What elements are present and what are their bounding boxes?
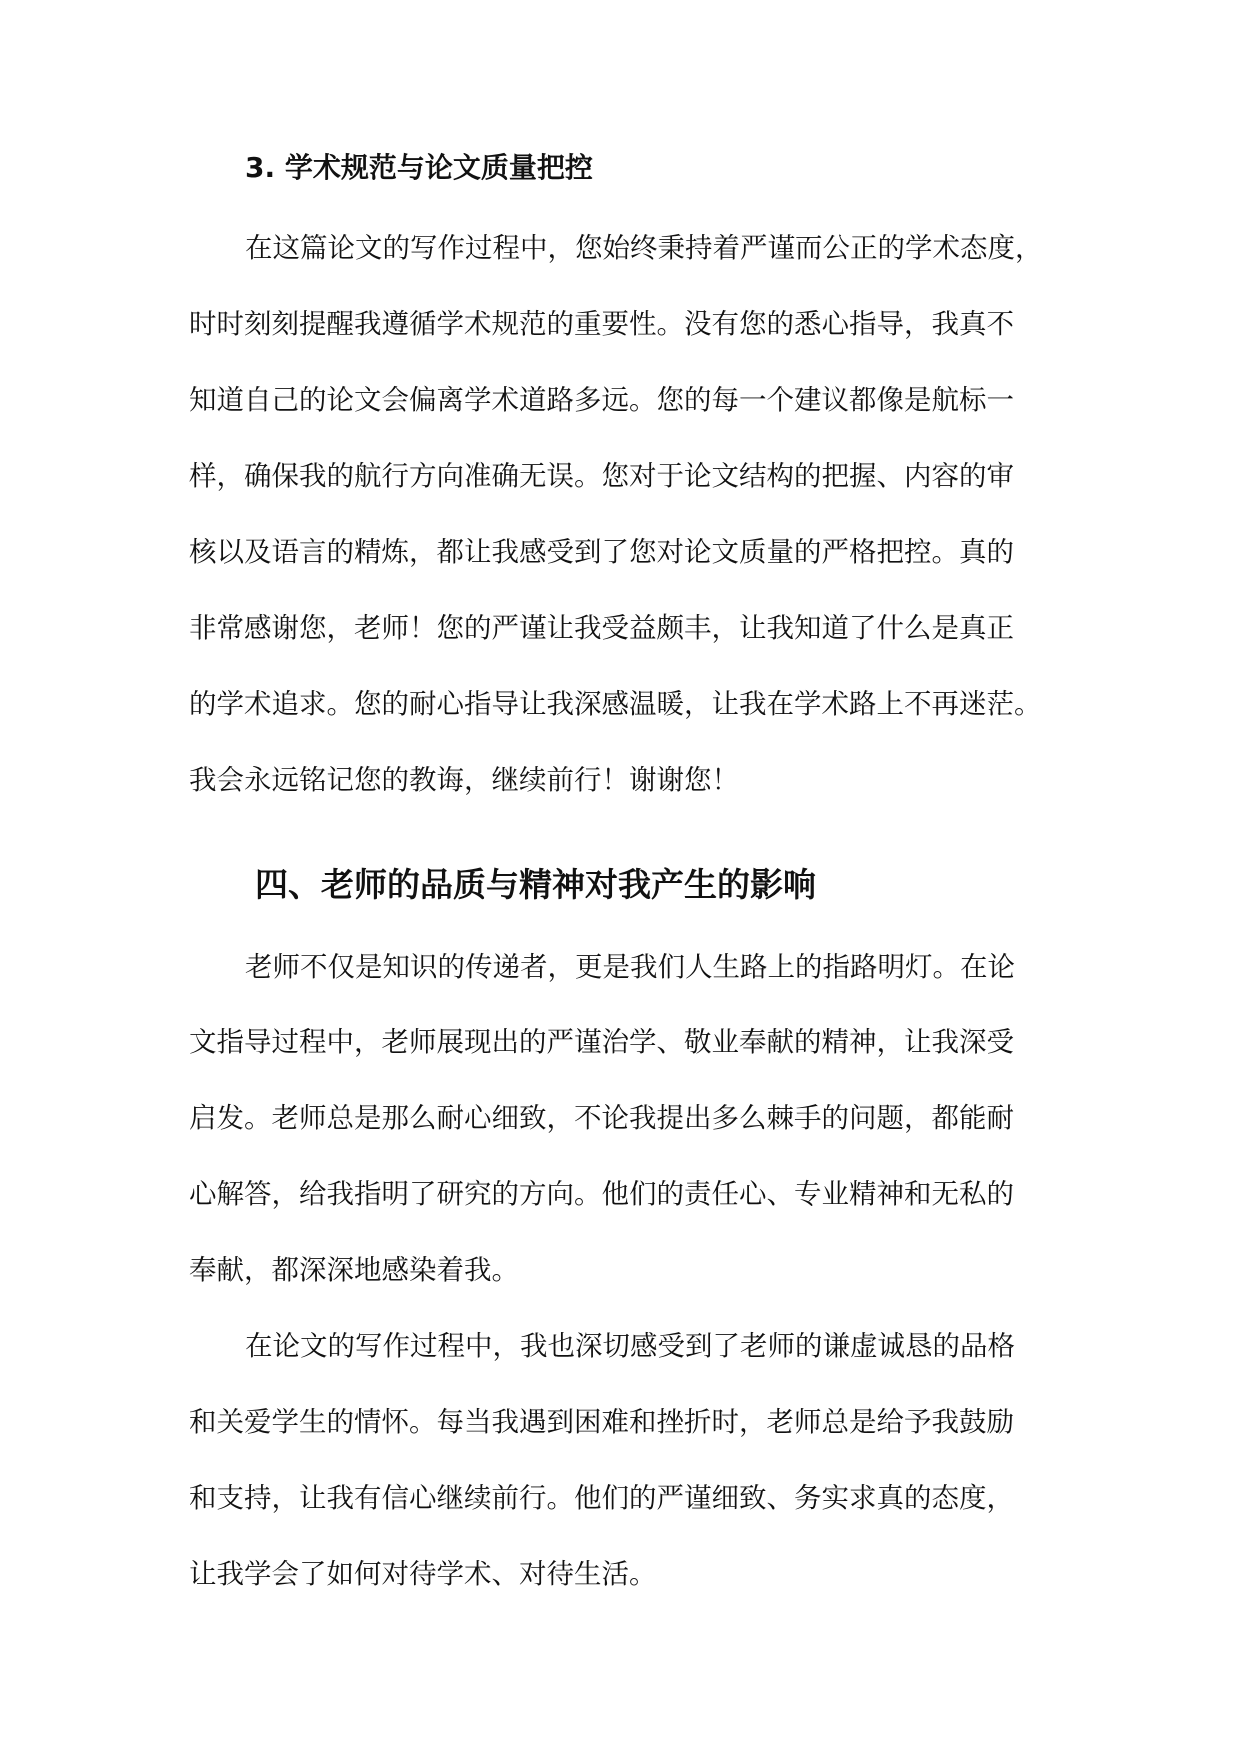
paragraph-1-line: 时时刻刻提醒我遵循学术规范的重要性。没有您的悉心指导，我真不 <box>189 308 1014 340</box>
paragraph-2-line: 心解答，给我指明了研究的方向。他们的责任心、专业精神和无私的 <box>189 1178 1014 1210</box>
section-title: 四、老师的品质与精神对我产生的影响 <box>255 865 816 904</box>
paragraph-1-line: 样，确保我的航行方向准确无误。您对于论文结构的把握、内容的审 <box>189 460 1014 492</box>
paragraph-2-line: 老师不仅是知识的传递者，更是我们人生路上的指路明灯。在论 <box>245 951 1015 983</box>
paragraph-3-line: 让我学会了如何对待学术、对待生活。 <box>189 1558 657 1590</box>
paragraph-1-line: 核以及语言的精炼，都让我感受到了您对论文质量的严格把控。真的 <box>189 536 1014 568</box>
paragraph-2-line: 奉献，都深深地感染着我。 <box>189 1254 519 1286</box>
subsection-title: 3. 学术规范与论文质量把控 <box>245 151 593 184</box>
paragraph-1-line: 知道自己的论文会偏离学术道路多远。您的每一个建议都像是航标一 <box>189 384 1014 416</box>
paragraph-3-line: 在论文的写作过程中，我也深切感受到了老师的谦虚诚恳的品格 <box>245 1330 1015 1362</box>
paragraph-1-line: 的学术追求。您的耐心指导让我深感温暖，让我在学术路上不再迷茫。 <box>189 688 1042 720</box>
paragraph-1-line: 非常感谢您，老师！您的严谨让我受益颇丰，让我知道了什么是真正 <box>189 612 1014 644</box>
paragraph-1-line: 在这篇论文的写作过程中，您始终秉持着严谨而公正的学术态度， <box>245 232 1043 264</box>
paragraph-3-line: 和支持，让我有信心继续前行。他们的严谨细致、务实求真的态度， <box>189 1482 1014 1514</box>
paragraph-3-line: 和关爱学生的情怀。每当我遇到困难和挫折时，老师总是给予我鼓励 <box>189 1406 1014 1438</box>
paragraph-2-line: 启发。老师总是那么耐心细致，不论我提出多么棘手的问题，都能耐 <box>189 1102 1014 1134</box>
paragraph-1-line: 我会永远铭记您的教诲，继续前行！谢谢您！ <box>189 764 739 796</box>
paragraph-2-line: 文指导过程中，老师展现出的严谨治学、敬业奉献的精神，让我深受 <box>189 1026 1014 1058</box>
